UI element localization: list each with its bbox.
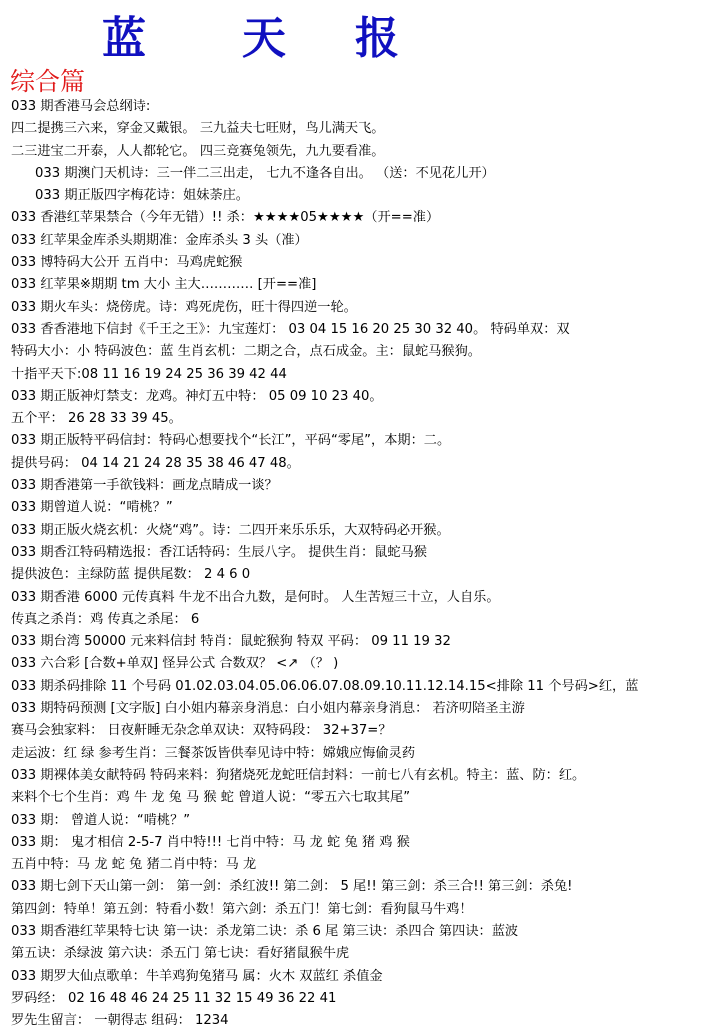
text-line: 033 期台湾 50000 元来料信封 特肖：鼠蛇猴狗 特双 平码： 09 11 19 32: [11, 634, 451, 650]
text-line: 提供波色：主绿防蓝 提供尾数： 2 4 6 0: [11, 567, 251, 583]
section-title: 综合篇: [10, 67, 86, 96]
text-line: 033 期： 鬼才相信 2-5-7 肖中特!!! 七肖中特：马 龙 蛇 兔 猪 鸡 猴: [11, 834, 410, 850]
masthead-char-1: 蓝: [102, 13, 146, 64]
text-line: 033 期： 曾道人说：“啃桃？”: [11, 812, 191, 828]
text-line: 033 期澳门天机诗：三一伴二三出走， 七九不逢各自出。 （送：不见花儿开）: [35, 165, 495, 181]
text-line: 罗码经： 02 16 48 46 24 25 11 32 15 49 36 22 41: [11, 990, 337, 1006]
text-line: 033 期裸体美女献特码 特码来料：狗猪烧死龙蛇旺信封料：一前七八有玄机。特主：蓝、防：红。: [11, 767, 586, 783]
text-line: 罗先生留言： 一朝得志 组码： 1234: [11, 1013, 229, 1029]
text-line: 传真之杀肖：鸡 传真之杀尾： 6: [11, 611, 200, 627]
masthead-char-3: 报: [355, 13, 399, 64]
text-line: 033 六合彩 [合数+单双] 怪异公式 合数双？ <↗ （？ ): [11, 656, 339, 672]
text-line: 走运波：红 绿 参考生肖：三餐茶饭皆供奉见诗中特：嫦娥应悔偷灵药: [11, 745, 416, 761]
text-line: 033 期杀码排除 11 个号码 01.02.03.04.05.06.06.07.08.09.10.11.12.14.15<排除 11 个号码>红，蓝: [11, 678, 639, 694]
text-line: 033 期正版四字梅花诗：姐妹荼庄。: [35, 188, 249, 204]
text-line: 来料个七个生肖：鸡 牛 龙 兔 马 猴 蛇 曾道人说：“零五六七取其尾”: [11, 790, 411, 806]
text-line: 二三进宝二开泰，人人都轮它。 四三竞赛兔领先，九九要看准。: [11, 143, 385, 159]
text-line: 033 期香港 6000 元传真料 牛龙不出合九数，是何时。 人生苦短三十立，人自乐。: [11, 589, 500, 605]
text-body: [11, 96, 711, 1032]
text-line: 四二提携三六来，穿金又戴银。 三九益夫七旺财，鸟儿满天飞。: [11, 121, 385, 137]
text-line: 033 香港红苹果禁合（今年无错）!! 杀：★★★★05★★★★（开==准）: [11, 210, 440, 226]
text-line: 033 期正版火烧玄机：火烧“鸡”。诗：二四开来乐乐乐，大双特码必开猴。: [11, 522, 450, 538]
text-line: 033 期香港马会总纲诗:: [11, 99, 151, 114]
text-line: 033 博特码大公开 五肖中：马鸡虎蛇猴: [11, 255, 243, 271]
text-line: 033 期七剑下天山第一剑： 第一剑：杀红波!! 第二剑： 5 尾!! 第三剑：杀三合!! 第三剑：杀兔!: [11, 879, 573, 895]
text-line: 五个平： 26 28 33 39 45。: [11, 411, 182, 427]
text-line: 提供号码： 04 14 21 24 28 35 38 46 47 48。: [11, 455, 300, 471]
text-line: 033 期香江特码精选报：香江话特码：生辰八字。 提供生肖：鼠蛇马猴: [11, 544, 427, 560]
text-line: 033 期正版特平码信封：特码心想要找个“长江”，平码“零尾”，本期：二。: [11, 433, 451, 449]
text-line: 特码大小：小 特码波色：蓝 生肖玄机：二期之合，点石成金。主：鼠蛇马猴狗。: [11, 344, 481, 360]
text-line: 033 期特码预测 [文字版] 白小姐内幕亲身消息：白小姐内幕亲身消息： 若济叨陪圣主游: [11, 701, 525, 717]
text-line: 五肖中特：马 龙 蛇 兔 猪二肖中特：马 龙: [11, 857, 257, 873]
text-line: 第四剑：特单！第五剑：特看小数！第六剑：杀五门！第七剑：看狗鼠马牛鸡！: [11, 901, 473, 917]
masthead: [0, 2, 715, 64]
text-line: 十指平天下:08 11 16 19 24 25 36 39 42 44: [11, 366, 287, 382]
text-line: 033 期火车头：烧傍虎。诗：鸡死虎伤，旺十得四逆一轮。: [11, 299, 357, 315]
text-line: 赛马会独家料： 日夜鼾睡无杂念单双诀：双特码段： 32+37=？: [11, 723, 392, 739]
text-line: 033 红苹果金库杀头期期准：金库杀头 3 头（准）: [11, 232, 308, 248]
text-line: 033 香香港地下信封《千王之王》：九宝莲灯： 03 04 15 16 20 25 30 32 40。 特码单双：双: [11, 321, 570, 337]
text-line: 033 红苹果※期期 tm 大小 主大………… [开==准]: [11, 277, 317, 293]
text-line: 033 期正版神灯禁支：龙鸡。神灯五中特： 05 09 10 23 40。: [11, 388, 383, 404]
masthead-char-2: 天: [242, 13, 286, 64]
text-line: 033 期香港红苹果特七诀 第一诀：杀龙第二诀：杀 6 尾 第三诀：杀四合 第四诀：蓝波: [11, 923, 519, 939]
text-line: 033 期罗大仙点歌单：牛羊鸡狗兔猪马 属：火木 双蓝红 杀值金: [11, 968, 383, 984]
text-line: 033 期香港第一手欲钱料：画龙点睛成一谈？: [11, 478, 278, 494]
text-line: 033 期曾道人说：“啃桃？”: [11, 500, 173, 516]
text-line: 第五诀：杀绿波 第六诀：杀五门 第七诀：看好猪鼠猴牛虎: [11, 946, 350, 962]
